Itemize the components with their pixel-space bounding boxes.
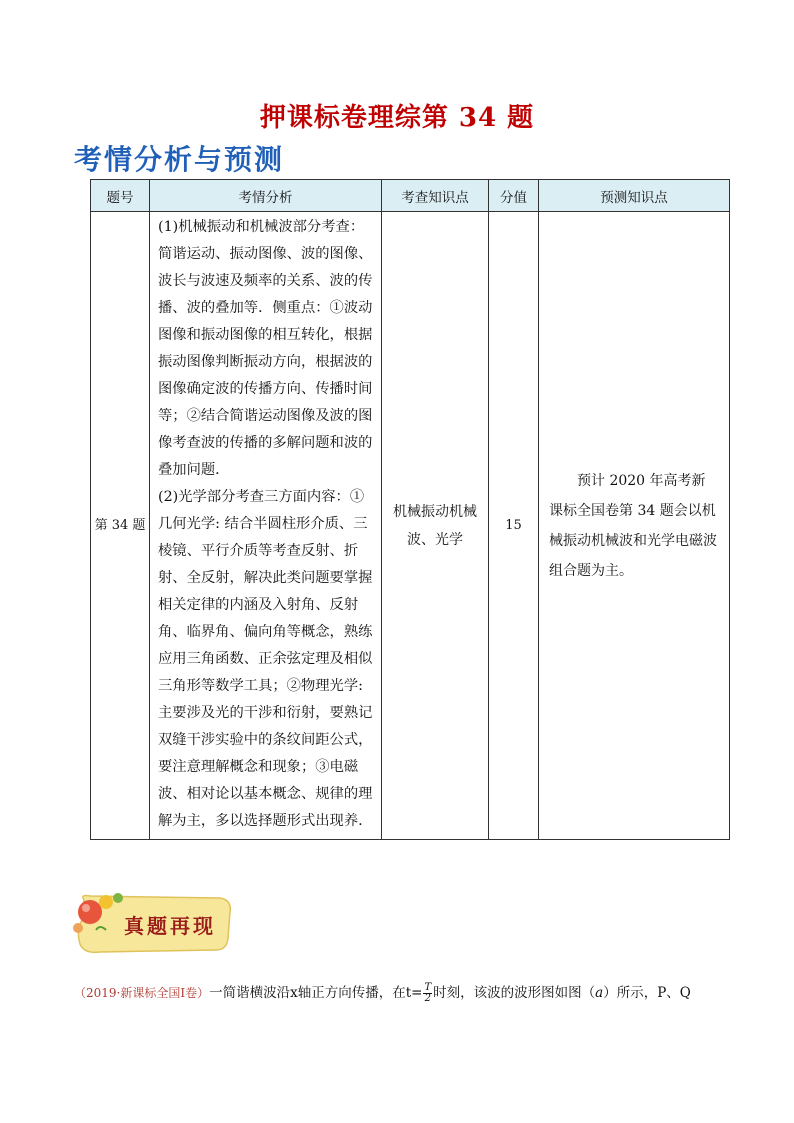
fraction-denominator: 2: [424, 993, 431, 1004]
table-header-row: [91, 180, 730, 212]
time-fraction: [423, 983, 432, 1004]
analysis-paragraph-waves: (1)机械振动和机械波部分考查：简谐运动、振动图像、波的图像、波长与波速及频率的关系、波的传播、波的叠加等．侧重点：①波动图像和振动图像的相互转化，根据振动图像判断振动方向，根据波的图像确定波的传播方向、传播时间等；②结合简谐运动图像及波的图像考查波的传播的多解问题和波的叠加问题．: [158, 219, 373, 478]
cell-analysis: [150, 212, 382, 840]
question-text: [74, 980, 754, 1006]
figure-label: a: [595, 985, 604, 1001]
exam-analysis-table: [90, 179, 730, 840]
document-title: 押课标卷理综第 34 题: [259, 103, 535, 133]
header-prediction: 预测知识点: [539, 180, 730, 212]
question-text-part1: 一简谐横波沿x轴正方向传播，在t=: [209, 985, 423, 1001]
header-knowledge-points: 考查知识点: [382, 180, 489, 212]
cell-prediction: 预计 2020 年高考新课标全国卷第 34 题会以机械振动机械波和光学电磁波组合题为主。: [539, 212, 730, 840]
table-row: [91, 212, 730, 840]
header-analysis: 考情分析: [150, 180, 382, 212]
section-heading: 考情分析与预测: [74, 143, 285, 176]
cell-knowledge-points: 机械振动机械波、光学: [382, 212, 489, 840]
fraction-numerator: T: [424, 982, 432, 993]
real-exam-banner: [70, 890, 236, 958]
banner-label: 真题再现: [124, 914, 216, 938]
analysis-paragraph-optics: (2)光学部分考查三方面内容：①几何光学: 结合半圆柱形介质、三棱镜、平行介质等考查反射、折射、全反射，解决此类问题要掌握相关定律的内涵及入射角、反射角、临界角、偏向角等概念，熟练应用三角函数、正余弦定理及相似三角形等数学工具；②物理光学: 主要涉及光的干涉和衍射，要熟记双缝干涉实验中的条纹间距公式，要注意理解概念和现象；③电磁波、相对论以基本概念、规律的理解为主，多以选择题形式出现养.: [158, 489, 373, 829]
question-text-part3: ）所示，P、Q: [603, 985, 691, 1001]
question-source: （2019·新课标全国Ⅰ卷）: [74, 986, 210, 1000]
cell-question-number: 第 34 题: [91, 212, 150, 840]
question-text-part2: 时刻，该波的波形图如图（: [433, 985, 596, 1001]
header-number: 题号: [91, 180, 150, 212]
header-score: 分值: [489, 180, 539, 212]
cell-score: 15: [489, 212, 539, 840]
